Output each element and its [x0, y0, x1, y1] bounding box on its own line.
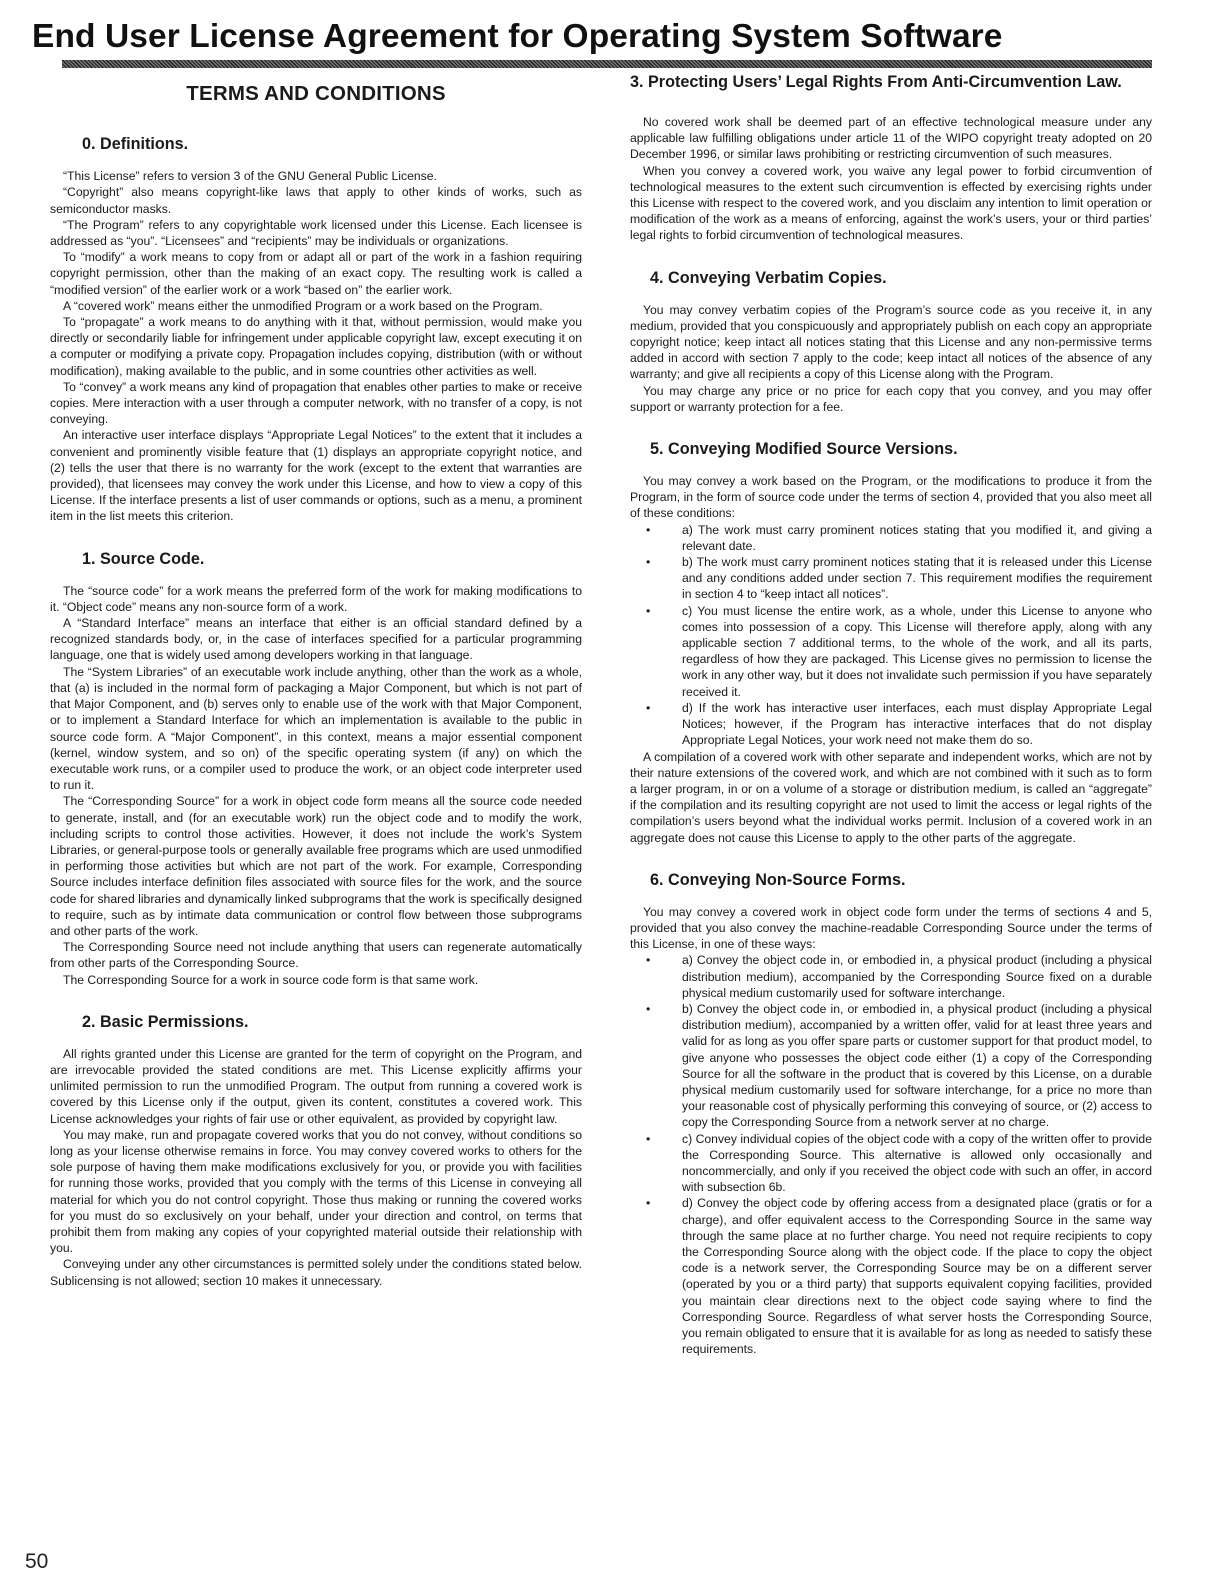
bullet-icon: • [646, 555, 651, 570]
paragraph: An interactive user interface displays “Appropriate Legal Notices” to the extent that it includes a convenient and prominently visible feature that (1) displays an appropriate copyright notice, and (2) tells the user that there is no warranty for the work (except to the extent that warranties are provided), that licensees may convey the work under this License, and how to view a copy of this License. If the interface presents a list of user commands or options, such as a menu, a prominent item in the list meets this criterion. [50, 428, 582, 524]
section-1-heading: 1. Source Code. [82, 549, 205, 568]
paragraph: You may convey verbatim copies of the Program’s source code as you receive it, in any medium, provided that you conspicuously and appropriately publish on each copy an appropriate copyright notice; keep intact all notices stating that this License and any non-permissive terms added in accord with section 7 apply to the code; keep intact all notices of the absence of any warranty; and give all recipients a copy of this License along with the Program. [630, 302, 1152, 382]
paragraph: A compilation of a covered work with other separate and independent works, which are not by their nature extensions of the covered work, and which are not combined with it such as to form a larger program, in or on a volume of a storage or distribution medium, is called an “aggregate” if the compilation and its resulting copyright are not used to limit the access or legal rights of the compilation’s users beyond what the individual works permit. Inclusion of a covered work in an aggregate does not cause this License to apply to the other parts of the aggregate. [630, 749, 1152, 845]
list-item: • a) Convey the object code in, or embodied in, a physical product (including a physical distribution medium), accompanied by the Corresponding Source fixed on a durable physical medium customarily used for software interchange. [646, 953, 1152, 1000]
paragraph: The Corresponding Source for a work in source code form is that same work. [63, 972, 479, 987]
paragraph: The “System Libraries” of an executable work include anything, other than the work as a whole, that (a) is included in the normal form of packaging a Major Component, but which is not part of that Major Component, and (b) serves only to enable use of the work with that Major Component, or to implement a Standard Interface for which an implementation is available to the public in source code form. A “Major Component”, in this context, means a major essential component (kernel, window system, and so on) of the specific operating system (if any) on which the executable work runs, or a compiler used to produce the work, or an object code interpreter used to run it. [50, 664, 582, 793]
page-number: 50 [25, 1550, 49, 1573]
bullet-icon: • [646, 953, 651, 968]
paragraph: To “convey” a work means any kind of propagation that enables other parties to make or receive copies. Mere interaction with a user through a computer network, with no transfer of a copy, is not conveying. [50, 379, 582, 427]
title-rule [62, 60, 1152, 68]
list-item: • d) If the work has interactive user interfaces, each must display Appropriate Legal Notices; however, if the Program has interactive interfaces that do not display Appropriate Legal Notices, your work need not make them do so. [646, 700, 1152, 748]
paragraph: Conveying under any other circumstances is permitted solely under the conditions stated below. Sublicensing is not allowed; section 10 makes it unnecessary. [50, 1257, 582, 1288]
paragraph: You may convey a work based on the Program, or the modifications to produce it from the Program, in the form of source code under the terms of section 4, provided that you also meet all of these conditions: [630, 474, 1152, 521]
bullet-icon: • [646, 1001, 651, 1016]
bullet-icon: • [646, 603, 651, 618]
section-5-heading: 5. Conveying Modified Source Versions. [650, 440, 958, 459]
paragraph: When you convey a covered work, you waive any legal power to forbid circumvention of technological measures to the extent such circumvention is effected by exercising rights under this License with respect to the covered work, and you disclaim any intention to limit operation or modification of the work as a means of enforcing, against the work’s users, your or third parties’ legal rights to forbid circumvention of technological measures. [630, 163, 1152, 243]
bullet-icon: • [646, 1131, 651, 1146]
paragraph: You may charge any price or no price for each copy that you convey, and you may offer support or warranty protection for a fee. [630, 383, 1152, 414]
section-6-heading: 6. Conveying Non-Source Forms. [650, 870, 906, 889]
list-item: • d) Convey the object code by offering access from a designated place (gratis or for a charge), and offer equivalent access to the Corresponding Source in the same way through the same place at no further charge. You need not require recipients to copy the Corresponding Source along with the object code. If the place to copy the object code is a network server, the Corresponding Source may be on a different server (operated by you or a third party) that supports equivalent copying facilities, provided you maintain clear directions next to the object code saying where to find the Corresponding Source. Regardless of what server hosts the Corresponding Source, you remain obligated to ensure that it is available for as long as needed to satisfy these requirements. [646, 1196, 1152, 1357]
list-item: • b) Convey the object code in, or embodied in, a physical product (including a physical distribution medium), accompanied by a written offer, valid for at least three years and valid for as long as you offer spare parts or customer support for that product model, to give anyone who possesses the object code either (1) a copy of the Corresponding Source for all the software in the product that is covered by this License, on a durable physical medium customarily used for software interchange, for a price no more than your reasonable cost of physically performing this conveying of source, or (2) access to copy the Corresponding Source from a network server at no charge. [646, 1001, 1152, 1130]
condition-list [630, 522, 1152, 749]
list-item: • c) Convey individual copies of the object code with a copy of the written offer to provide the Corresponding Source. This alternative is allowed only occasionally and noncommercially, and only if you received the object code with such an offer, in accord with subsection 6b. [646, 1131, 1152, 1195]
paragraph: “This License” refers to version 3 of the GNU General Public License. [63, 169, 437, 184]
bullet-icon: • [646, 522, 651, 537]
page-title: End User License Agreement for Operating System Software [32, 18, 1003, 55]
paragraph: The Corresponding Source need not include anything that users can regenerate automatically from other parts of the Corresponding Source. [50, 940, 582, 971]
list-item: • c) You must license the entire work, as a whole, under this License to anyone who comes into possession of a copy. This License will therefore apply, along with any applicable section 7 additional terms, to the whole of the work, and all its parts, regardless of how they are packaged. This License gives no permission to license the work in any other way, but it does not invalidate such permission if you have separately received it. [646, 603, 1152, 699]
list-item: • b) The work must carry prominent notices stating that it is released under this License and any conditions added under section 7. This requirement modifies the requirement in section 4 to “keep intact all notices”. [646, 555, 1152, 602]
right-column [630, 72, 1152, 1357]
section-3-heading: 3. Protecting Users’ Legal Rights From Anti-Circumvention Law. [630, 73, 1122, 91]
paragraph: A “Standard Interface” means an interface that either is an official standard defined by a recognized standards body, or, in the case of interfaces specified for a particular programming language, one that is widely used among developers working in that language. [50, 616, 582, 663]
bullet-icon: • [646, 1196, 651, 1211]
paragraph: The “source code” for a work means the preferred form of the work for making modifications to it. “Object code” means any non-source form of a work. [50, 583, 582, 614]
paragraph: To “modify” a work means to copy from or adapt all or part of the work in a fashion requiring copyright permission, other than the making of an exact copy. The resulting work is called a “modified version” of the earlier work or a work “based on” the earlier work. [50, 250, 582, 297]
section-0-heading: 0. Definitions. [82, 135, 189, 154]
paragraph: “The Program” refers to any copyrightable work licensed under this License. Each licensee is addressed as “you”. “Licensees” and “recipients” may be individuals or organizations. [50, 217, 582, 249]
paragraph: No covered work shall be deemed part of an effective technological measure under any applicable law fulfilling obligations under article 11 of the WIPO copyright treaty adopted on 20 December 1996, or similar laws prohibiting or restricting circumvention of such measures. [630, 115, 1152, 162]
paragraph: A “covered work” means either the unmodified Program or a work based on the Program. [63, 298, 543, 313]
paragraph: All rights granted under this License are granted for the term of copyright on the Program, and are irrevocable provided the stated conditions are met. This License explicitly affirms your unlimited permission to run the unmodified Program. The output from running a covered work is covered by this License only if the output, given its content, constitutes a covered work. This License acknowledges your rights of fair use or other equivalent, as provided by copyright law. [50, 1046, 582, 1126]
paragraph: You may make, run and propagate covered works that you do not convey, without conditions so long as your license otherwise remains in force. You may convey covered works to others for the sole purpose of having them make modifications exclusively for you, or provide you with facilities for running those works, provided that you comply with the terms of this License in conveying all material for which you do not control copyright. Those thus making or running the covered works for you must do so exclusively on your behalf, under your direction and control, on terms that prohibit them from making any copies of your copyrighted material outside their relationship with you. [50, 1127, 582, 1256]
list-item: • a) The work must carry prominent notices stating that you modified it, and giving a relevant date. [646, 522, 1152, 553]
paragraph: “Copyright” also means copyright-like laws that apply to other kinds of works, such as semiconductor masks. [50, 185, 582, 216]
bullet-icon: • [646, 700, 651, 715]
left-column [50, 82, 582, 1289]
conveyance-list [630, 952, 1152, 1357]
paragraph: The “Corresponding Source” for a work in object code form means all the source code needed to generate, install, and (for an executable work) run the object code and to modify the work, including scripts to control those activities. However, it does not include the work’s System Libraries, or general-purpose tools or generally available free programs which are used unmodified in performing those activities but which are not part of the work. For example, Corresponding Source includes interface definition files associated with source files for the work, and the source code for shared libraries and dynamically linked subprograms that the work is specifically designed to require, such as by intimate data communication or control flow between those subprograms and other parts of the work. [50, 794, 582, 938]
section-4-heading: 4. Conveying Verbatim Copies. [650, 268, 887, 287]
paragraph: To “propagate” a work means to do anything with it that, without permission, would make you directly or secondarily liable for infringement under applicable copyright law, except executing it on a computer or modifying a private copy. Propagation includes copying, distribution (with or without modification), making available to the public, and in some countries other activities as well. [50, 315, 582, 378]
section-2-heading: 2. Basic Permissions. [82, 1012, 249, 1031]
paragraph: You may convey a covered work in object code form under the terms of sections 4 and 5, provided that you also convey the machine-readable Corresponding Source under the terms of this License, in one of these ways: [630, 904, 1152, 952]
terms-heading: TERMS AND CONDITIONS [186, 82, 446, 105]
